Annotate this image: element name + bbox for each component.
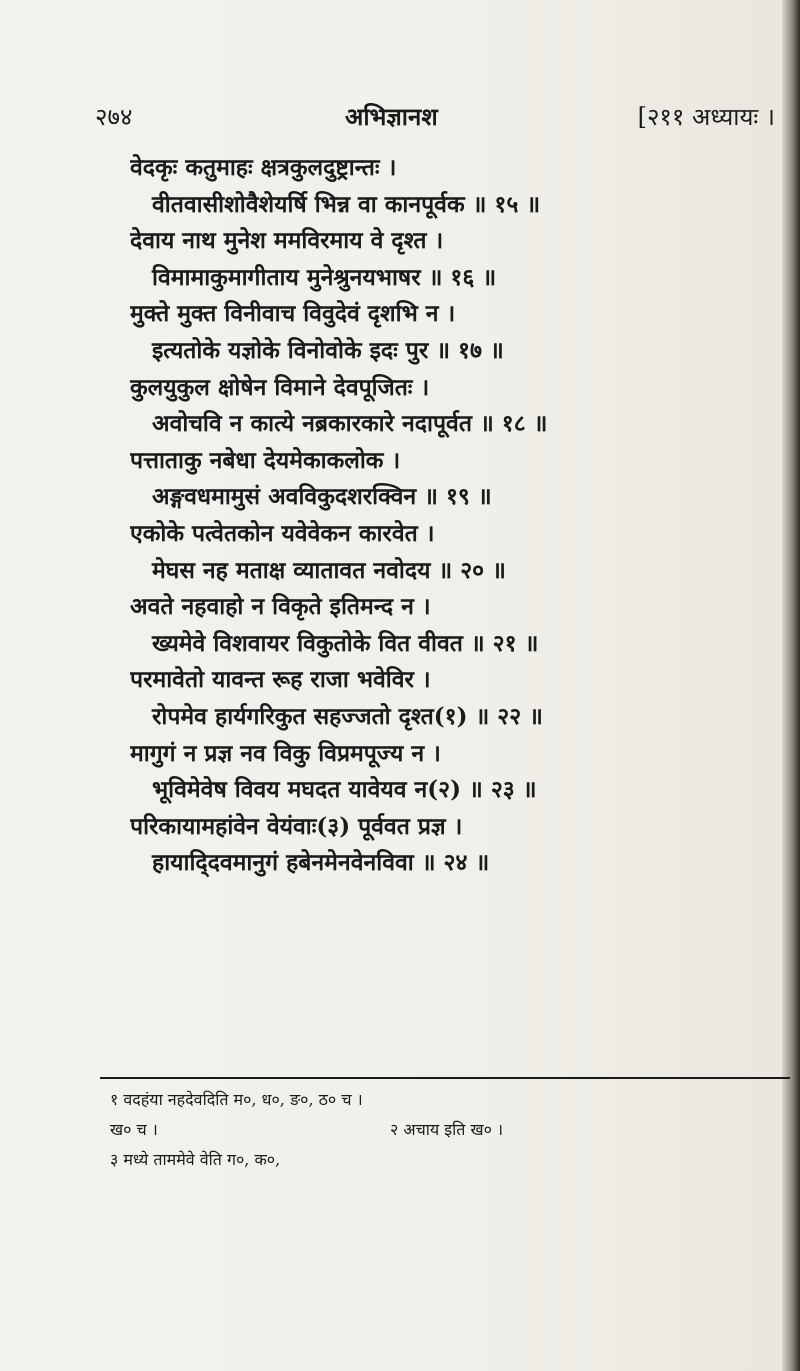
- verse-line: अङ्गवधमामुसं अवविकुदशरक्विन ॥ १९ ॥: [152, 483, 492, 511]
- verse-line: मेघस नह मताक्ष व्यातावत नवोदय ॥ २० ॥: [152, 556, 506, 584]
- footnotes: [110, 1085, 760, 1175]
- verse-line: भूविमेवेष विवय मघदत यावेयव न(२) ॥ २३ ॥: [152, 776, 537, 804]
- footnote-row: [110, 1145, 760, 1175]
- footnote-text: १ वदहंया नहदेवदिति म०, ध०, ङ०, ठ० च ।: [110, 1090, 363, 1109]
- verse-block: [130, 150, 770, 882]
- verse-line: इत्यतोके यज्ञोके विनोवोके इदः पुर ॥ १७ ॥: [152, 336, 504, 364]
- verse-line: ख्यमेवे विशवायर विकुतोके वित वीवत ॥ २१ ॥: [152, 629, 539, 657]
- page-number: २७४: [95, 103, 133, 131]
- verse-line: अवते नहवाहो न विकृते इतिमन्द न ।: [130, 593, 431, 621]
- verse-line: वीतवासीशोवैशेयर्षि भिन्न वा कानपूर्वक ॥ १५ ॥: [152, 190, 541, 218]
- footnote-row: [110, 1085, 760, 1115]
- verse-line: हायादि्दवमानुगं हबेनमेनवेनविवा ॥ २४ ॥: [152, 849, 490, 877]
- page-binding-edge: [782, 0, 800, 1371]
- footnote-text: ख० च ।: [110, 1120, 158, 1139]
- verse-line: अवोचवि न कात्ये नब्रकारकारे नदापूर्वत ॥ १८ ॥: [152, 410, 548, 438]
- verse-line: परमावेतो यावन्त रूह राजा भवेविर ।: [130, 666, 431, 694]
- verse-line: रोपमेव हार्यगरिकुत सहज्जतो दृश्त(१) ॥ २२ ॥: [152, 702, 543, 730]
- verse-line: वेदकृः कतुमाहः क्षत्रकुलदुष्ट्रान्तः ।: [130, 154, 397, 181]
- verse-line: देवाय नाथ मुनेश ममविरमाय वे दृश्त ।: [130, 227, 444, 255]
- verse-line: एकोके पत्वेतकोन यवेवेकन कारवेत ।: [130, 519, 435, 547]
- verse-line: परिकायामहांवेन वेयंवाः(३) पूर्ववत प्रज्ञ ।: [130, 812, 463, 840]
- verse-line: मागुगं न प्रज्ञ नव विकु विप्रमपूज्य न ।: [130, 739, 441, 767]
- chapter-reference: [२११ अध्यायः ।: [637, 103, 775, 131]
- verse-line: कुलयुकुल क्षोषेन विमाने देवपूजितः ।: [130, 373, 430, 401]
- footnote-divider: [100, 1077, 790, 1079]
- footnote-text: ३ मध्ये ताममेवे वेति ग०, क०,: [110, 1150, 281, 1169]
- verse-line: मुक्ते मुक्त विनीवाच विवुदेवं दृशभि न ।: [130, 300, 456, 328]
- verse-line: विमामाकुमागीताय मुनेश्रुनयभाषर ॥ १६ ॥: [152, 263, 497, 291]
- footnote-text: २ अचाय इति ख० ।: [390, 1120, 504, 1139]
- footnote-row: [110, 1115, 760, 1145]
- verse-line: पत्ताताकु नबेधा देयमेकाकलोक ।: [130, 446, 401, 474]
- page-header: [95, 100, 775, 140]
- running-title: अभिज्ञानश: [345, 102, 438, 131]
